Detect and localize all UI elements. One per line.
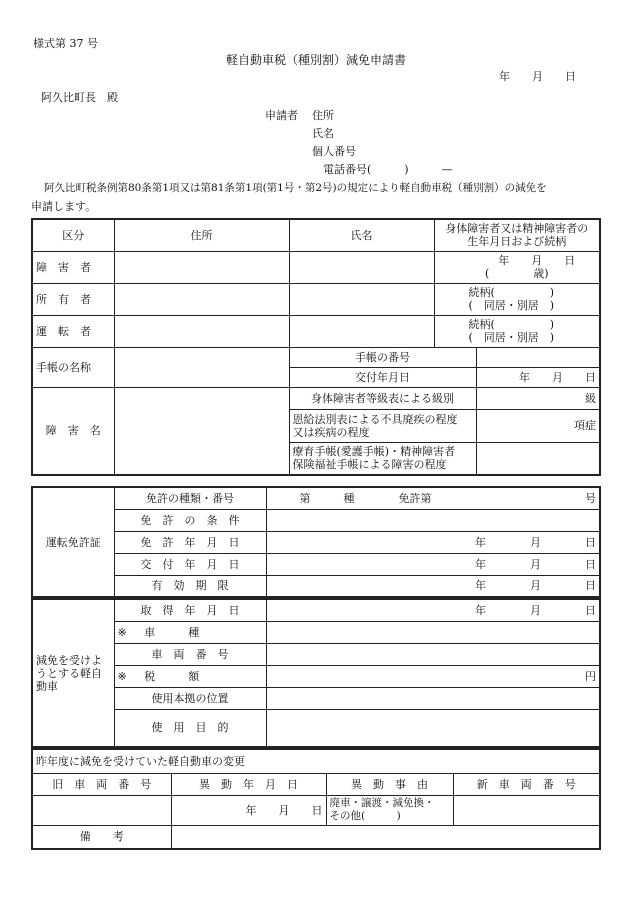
disabled-birth-cell[interactable]: 年 月 日 ( 歳)	[434, 251, 600, 283]
disabled-name-cell[interactable]	[289, 251, 434, 283]
disability-name-cell[interactable]	[114, 387, 289, 475]
disability-label: 障 害 名	[32, 387, 114, 475]
vehicle-storage-cell[interactable]	[266, 687, 600, 709]
license-section-label: 運転免許証	[32, 487, 114, 597]
table-row	[32, 283, 600, 315]
driver-name-cell[interactable]	[289, 315, 434, 347]
applicant-address-label: 住所	[312, 109, 334, 122]
care-cell[interactable]	[476, 442, 600, 475]
remarks-cell[interactable]	[171, 825, 600, 849]
license-conditions-label: 免 許 の 条 件	[114, 509, 266, 531]
col-address-header: 住所	[114, 219, 289, 251]
remarks-label: 備 考	[32, 825, 171, 849]
vehicle-plate-label: 車 両 番 号	[114, 643, 266, 665]
changes-table	[31, 748, 601, 850]
row-label-disabled: 障 害 者	[32, 251, 114, 283]
vehicle-table	[31, 598, 601, 748]
driver-relation-cell[interactable]: 続柄( ) ( 同居・別居 )	[434, 315, 600, 347]
change-date-cell[interactable]: 年 月 日	[171, 795, 326, 825]
pension-label: 恩給法別表による不具廃疾の程度 又は疾病の程度	[289, 409, 476, 442]
col-reason-header: 異 動 事 由	[326, 773, 453, 795]
vehicle-plate-cell[interactable]	[266, 643, 600, 665]
col-new-plate-header: 新 車 両 番 号	[453, 773, 600, 795]
license-issue-date-cell[interactable]: 年 月 日	[266, 531, 600, 553]
grade-cell[interactable]: 級	[476, 387, 600, 409]
license-grant-date-label: 交 付 年 月 日	[114, 553, 266, 575]
handbook-number-cell[interactable]	[476, 347, 600, 367]
license-type-number-cell[interactable]: 第 種 免許第 号	[266, 487, 600, 509]
owner-address-cell[interactable]	[114, 283, 289, 315]
vehicle-acquired-cell[interactable]: 年 月 日	[266, 599, 600, 621]
old-plate-cell[interactable]	[32, 795, 171, 825]
vehicle-tax-label: ※ 税 額	[114, 665, 266, 687]
table-row	[32, 795, 600, 825]
col-name-header: 氏名	[289, 219, 434, 251]
handbook-name-cell[interactable]	[114, 347, 289, 387]
applicant-label: 申請者	[265, 109, 298, 122]
addressee: 阿久比町長 殿	[41, 91, 118, 104]
application-date: 年 月 日	[499, 70, 576, 83]
col-old-plate-header: 旧 車 両 番 号	[32, 773, 171, 795]
handbook-issue-date-label: 交付年月日	[289, 367, 476, 387]
license-table	[31, 486, 601, 598]
vehicle-section-label: 減免を受けようとする軽自動車	[32, 599, 114, 747]
vehicle-purpose-cell[interactable]	[266, 709, 600, 747]
driver-address-cell[interactable]	[114, 315, 289, 347]
change-reason-cell[interactable]: 廃車・譲渡・減免換・ その他( )	[326, 795, 453, 825]
license-expiry-cell[interactable]: 年 月 日	[266, 575, 600, 597]
body-text-line-1: 阿久比町税条例第80条第1項又は第81条第1項(第1号・第2号)の規定により軽自動車税（種別割）の減免を	[44, 182, 547, 194]
vehicle-storage-label: 使用本拠の位置	[114, 687, 266, 709]
phone-label: 電話番号( ) —	[323, 163, 453, 176]
vehicle-purpose-label: 使 用 目 的	[114, 709, 266, 747]
owner-relation-cell[interactable]: 続柄( ) ( 同居・別居 )	[434, 283, 600, 315]
form-number: 様式第 37 号	[33, 37, 98, 50]
applicant-name-label: 氏名	[312, 127, 334, 140]
changes-title: 昨年度に減免を受けていた軽自動車の変更	[32, 749, 600, 773]
table-row	[32, 251, 600, 283]
handbook-number-label: 手帳の番号	[289, 347, 476, 367]
license-type-number-label: 免許の種類・番号	[114, 487, 266, 509]
vehicle-type-label: ※ 車 種	[114, 621, 266, 643]
license-grant-date-cell[interactable]: 年 月 日	[266, 553, 600, 575]
col-birth-header: 身体障害者又は精神障害者の 生年月日および続柄	[434, 219, 600, 251]
new-plate-cell[interactable]	[453, 795, 600, 825]
vehicle-tax-cell[interactable]: 円	[266, 665, 600, 687]
body-text-line-2: 申請します。	[31, 200, 97, 213]
handbook-issue-date-cell[interactable]: 年 月 日	[476, 367, 600, 387]
row-label-owner: 所 有 者	[32, 283, 114, 315]
care-label: 療育手帳(愛護手帳)・精神障害者 保険福祉手帳による障害の程度	[289, 442, 476, 475]
grade-label: 身体障害者等級表による級別	[289, 387, 476, 409]
col-change-date-header: 異 動 年 月 日	[171, 773, 326, 795]
license-conditions-cell[interactable]	[266, 509, 600, 531]
table-row	[32, 315, 600, 347]
pension-cell[interactable]: 項症	[476, 409, 600, 442]
license-expiry-label: 有 効 期 限	[114, 575, 266, 597]
page-title: 軽自動車税（種別割）減免申請書	[226, 53, 407, 67]
disabled-address-cell[interactable]	[114, 251, 289, 283]
owner-name-cell[interactable]	[289, 283, 434, 315]
col-category-header: 区分	[32, 219, 114, 251]
vehicle-acquired-label: 取 得 年 月 日	[114, 599, 266, 621]
persons-table	[31, 218, 601, 476]
license-issue-date-label: 免 許 年 月 日	[114, 531, 266, 553]
handbook-name-label: 手帳の名称	[32, 347, 114, 387]
vehicle-type-cell[interactable]	[266, 621, 600, 643]
row-label-driver: 運 転 者	[32, 315, 114, 347]
personal-number-label: 個人番号	[312, 145, 356, 158]
